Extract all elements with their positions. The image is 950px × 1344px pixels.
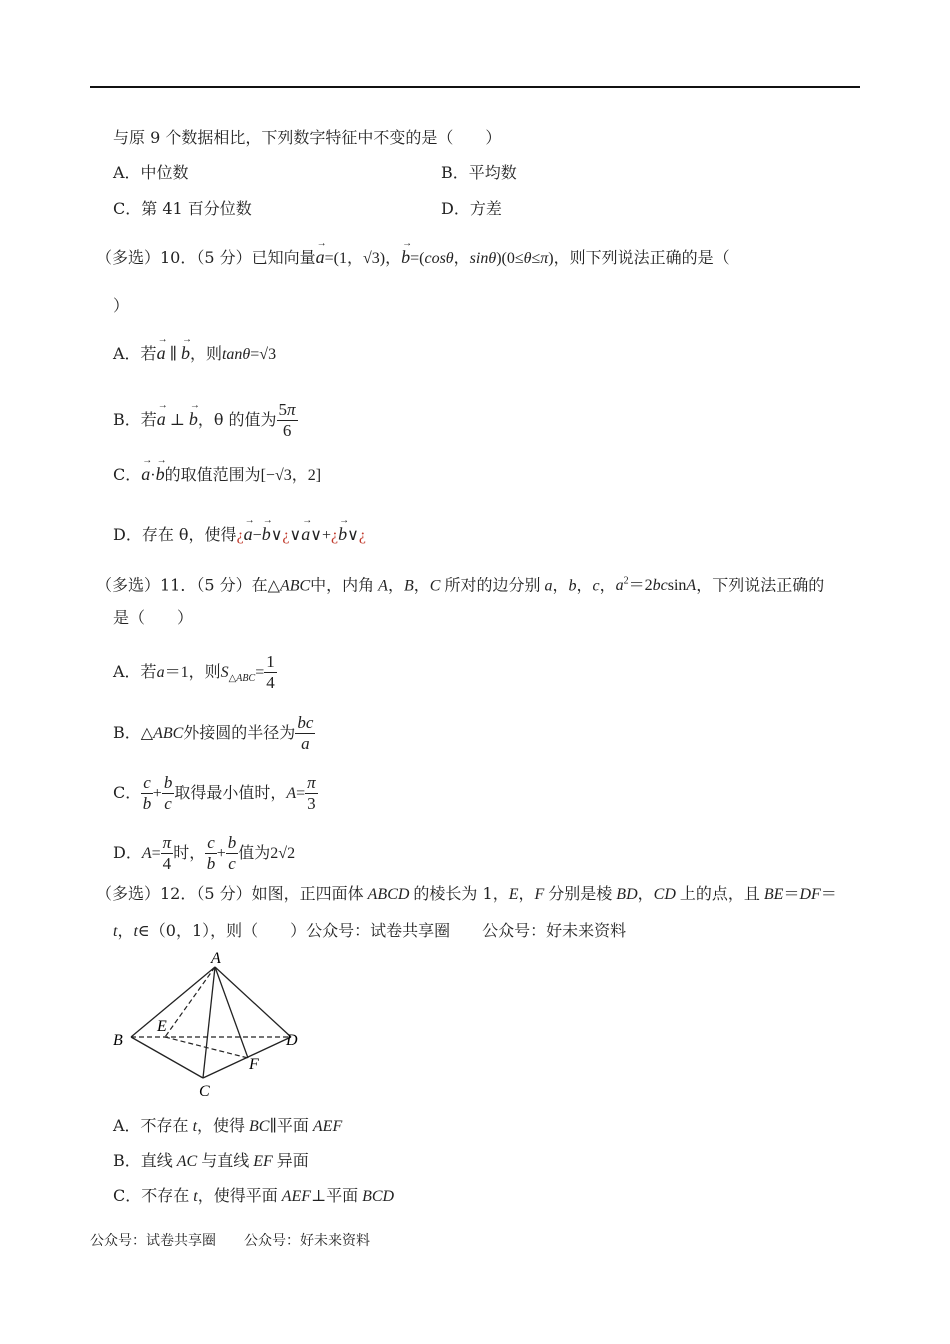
q12-stem: （多选）12．（5 分）如图，正四面体 ABCD 的棱长为 1，E，F 分别是棱 BD，CD 上的点，且 BE＝DF＝ <box>96 884 837 903</box>
q11-stem: （多选）11．（5 分）在△ABC中，内角 A，B，C 所对的边分别 a，b，c，$a^2=2bcsinA$，下列说法正确的 <box>96 575 825 595</box>
q10-option-a: A．若→ a ∥ → b，则tanθ=√3 <box>113 342 276 366</box>
q12-option-a: A．不存在 t，使得 BC∥平面 AEF <box>113 1116 343 1135</box>
header-rule <box>90 86 860 88</box>
q10-option-c: C．→ a·→ b的取值范围为[−√3，2] <box>113 463 321 487</box>
q12-stem-line2: t，t∈（0，1），则（ ）公众号：试卷共享圈 公众号：好未来资料 <box>113 921 627 940</box>
page-footer: 公众号：试卷共享圈 公众号：好未来资料 <box>90 1233 370 1249</box>
q12-option-c: C．不存在 t，使得平面 AEF⊥平面 BCD <box>113 1186 395 1205</box>
vertex-a-label: A <box>211 950 221 967</box>
vertex-c-label: C <box>199 1083 210 1100</box>
vertex-d-label: D <box>286 1032 298 1049</box>
q11-option-c: C． $\frac{c}{b}$ + $\frac{b}{c}$ 取得最小值时，A= $\frac{\pi}{3}$ <box>113 773 316 813</box>
q9-option-b: B．平均数 <box>441 163 517 182</box>
q10-option-d: D．存在 θ，使得¿→ a−→ b∨¿∨→ a∨+¿→ b∨¿ <box>113 523 366 547</box>
vertex-b-label: B <box>113 1032 123 1049</box>
q9-option-d: D．方差 <box>441 199 502 218</box>
q9-option-a: A．中位数 <box>113 163 189 182</box>
q11-option-a: A．若a＝1，则$S_{\triangle ABC}=$ $\frac{1}{4}$ <box>113 652 275 692</box>
q9-option-c: C．第 41 百分位数 <box>113 199 252 218</box>
point-f-label: F <box>249 1056 259 1073</box>
q11-option-b: B．△ABC外接圆的半径为 $\frac{bc}{a}$ <box>113 713 314 753</box>
q12-option-b: B．直线 AC 与直线 EF 异面 <box>113 1151 309 1170</box>
tetrahedron-figure <box>105 945 315 1105</box>
q10-stem: （多选）10．（5 分）已知向量→ a=(1，√3)，→ b=(cosθ，sinθ)(0≤θ≤π)，则下列说法正确的是（ <box>96 246 730 270</box>
point-e-label: E <box>157 1018 167 1035</box>
q10-stem-close: ） <box>113 296 130 315</box>
q9-stem: 与原 9 个数据相比，下列数字特征中不变的是（ ） <box>113 128 502 147</box>
q11-stem-line2: 是（ ） <box>113 608 194 627</box>
q10-option-b: B．若→ a ⊥ → b，θ 的值为 $\frac{5\pi}{6}$ <box>113 400 298 441</box>
q11-option-d: D．A= $\frac{\pi}{4}$ 时， $\frac{c}{b}$ + $\frac{b}{c}$ 值为2√2 <box>113 833 296 873</box>
